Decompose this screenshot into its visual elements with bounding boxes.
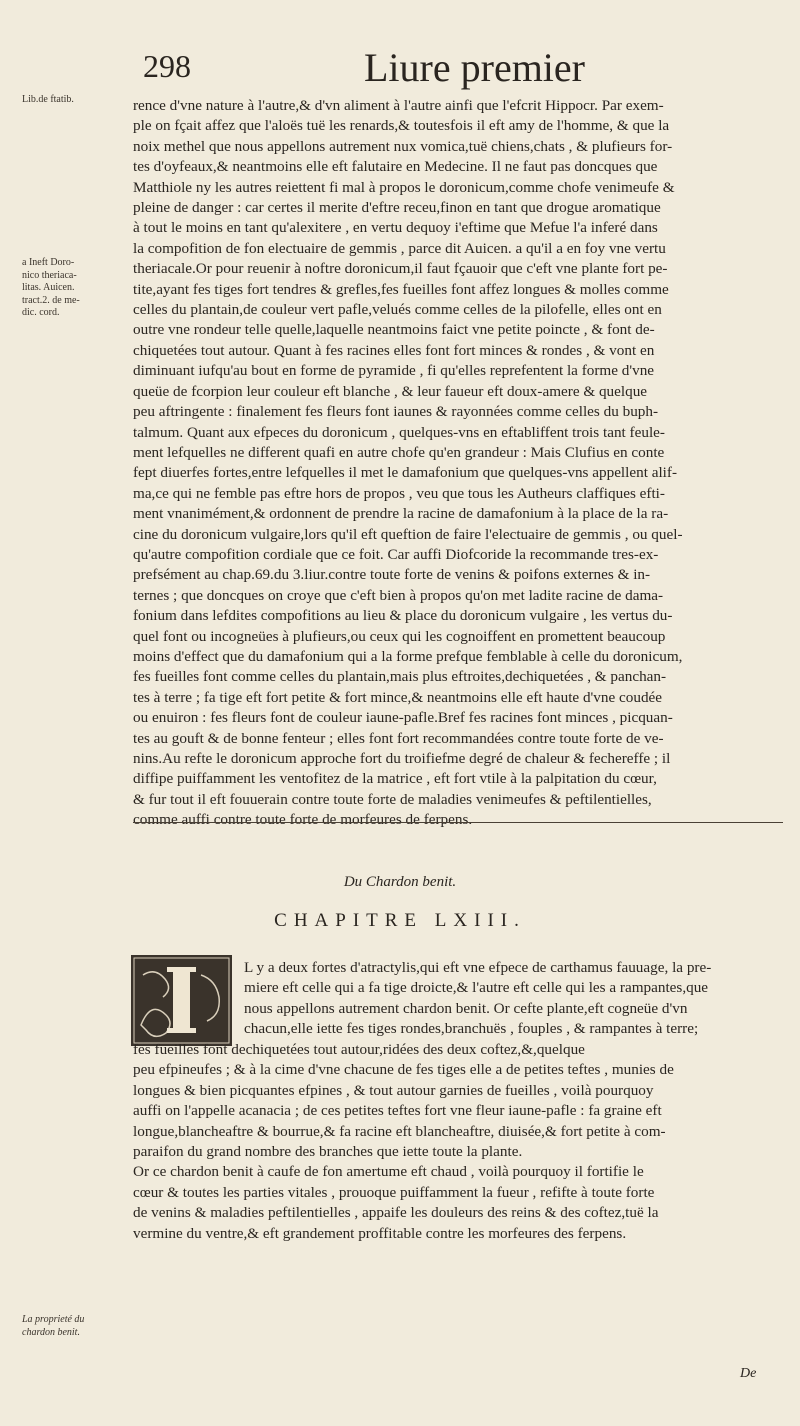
text-line: & fur tout il eft fouuerain contre toute forte de maladies venimeufes & peftilentielles, xyxy=(133,790,652,808)
text-line: la compofition de fon electuaire de gemmis , parce dit Auicen. a qu'il a en foy vne vertu xyxy=(133,239,666,257)
text-line: fes fueilles font dechiquetées tout autour,ridées des deux coftez,&,quelque xyxy=(133,1041,585,1058)
section-divider xyxy=(133,822,783,823)
chapter-text-indented xyxy=(244,958,772,1040)
catchword: De xyxy=(740,1366,757,1381)
text-line: longues & bien picquantes efpines , & tout autour garnies de fueilles , voilà pourquoy xyxy=(133,1081,654,1099)
text-line: fes fueilles font comme celles du plantain,mais plus eftroites,dechiquetées , & panchan- xyxy=(133,668,667,686)
margin-note-line: tract.2. de me- xyxy=(22,294,80,306)
text-line: quel font ou incogneües à plufieurs,ou ceux qui les cognoiffent en promettent beaucoup xyxy=(133,627,666,645)
text-line: peu aftringente : finalement fes fleurs font iaunes & rayonnées comme celles du buph- xyxy=(133,403,659,421)
text-line: fept diuerfes fortes,entre lefquelles il met le damafonium que quelques-vns appellent alif- xyxy=(133,464,678,482)
margin-note-1 xyxy=(22,94,122,107)
text-line: vermine du ventre,& eft grandement proffitable contre les morfeures des ferpens. xyxy=(133,1224,627,1242)
margin-note-line: La proprieté du xyxy=(22,1314,85,1325)
text-line: paraifon du grand nombre des branches que iette toute la plante. xyxy=(133,1143,523,1161)
text-line: nins.Au refte le doronicum approche fort du troifiefme degré de chaleur & fechereffe ; il xyxy=(133,750,671,767)
text-line: ment lefquelles ne different quafi en autre chofe qu'en grandeur : Mais Clufius en conte xyxy=(133,443,665,461)
text-line: ment vnanimément,& ordonnent de prendre la racine de damafonium à la place de la ra- xyxy=(133,505,669,523)
text-line: ma,ce qui ne femble pas eftre hors de propos , veu que tous les Autheurs claffiques efti- xyxy=(133,484,665,502)
text-line: à tout le moins en tant qu'alexitere , en vertu dequoy i'eftime que Mefue l'a inferé dans xyxy=(133,219,658,237)
text-line: comme auffi contre toute forte de morfeures de ferpens. xyxy=(133,811,473,829)
margin-note-line: nico theriaca- xyxy=(22,269,77,281)
text-line: talmum. Quant aux efpeces du doronicum , quelques-vns en eftabliffent trois tant feule- xyxy=(133,423,665,441)
text-line: outre vne rondeur telle quelle,laquelle neantmoins faict vne petite poincte , & font de- xyxy=(133,321,655,339)
section-subtitle: Du Chardon benit. xyxy=(343,874,457,890)
body-text-upper xyxy=(133,96,773,831)
text-line: queüe de fcorpion leur couleur eft blanche , & leur faueur eft doux-amere & quelque xyxy=(133,382,648,400)
chapter-text xyxy=(133,1040,773,1244)
text-line: ternes ; que doncques on croye que c'eft bien à propos qu'on met ladite racine de dama- xyxy=(133,586,664,604)
text-line: ou enuiron : fes fleurs font de couleur iaune-pafle.Bref fes racines font minces , picquan- xyxy=(133,709,673,727)
dropcap-ornament-icon xyxy=(131,955,232,1046)
page-header xyxy=(0,45,800,98)
text-line: nous appellons autrement chardon benit. Or cefte plante,eft cogneüe d'vn xyxy=(244,999,688,1017)
text-line: de venins & maladies peftilentielles , appaife les douleurs des reins & des coftez,tuë la xyxy=(133,1204,659,1222)
margin-note-line: dic. cord. xyxy=(22,307,60,318)
chapter-heading: CHAPITRE LXIII. xyxy=(274,910,526,931)
text-line: ple on fçait affez que l'aloës tuë les renards,& toutesfois il eft amy de l'homme, & que la xyxy=(133,117,670,135)
text-line: qu'autre compofition cordiale que ce foit. Car auffi Diofcoride la recommande tres-ex- xyxy=(133,545,659,563)
margin-note-2 xyxy=(22,257,122,320)
text-line: tes d'oyfeaux,& neantmoins elle eft falutaire en Medecine. Il ne faut pas doncques que xyxy=(133,158,658,176)
running-title: Liure premier xyxy=(364,45,585,90)
text-line: tes au gouft & de bonne fenteur ; elles font fort recommandées contre toute forte de ve- xyxy=(133,729,664,747)
text-line: prefsément au chap.69.du 3.liur.contre toute forte de venins & poifons externes & in- xyxy=(133,566,651,584)
text-line: Or ce chardon benit à caufe de fon amertume eft chaud , voilà pourquoy il fortifie le xyxy=(133,1163,644,1181)
text-line: auffi on l'appelle acanacia ; de ces petites teftes fort vne fleur iaune-pafle : fa graine eft xyxy=(133,1102,662,1120)
text-line: moins d'effect que du damafonium qui a la forme prefque femblable à celle du doronicum, xyxy=(133,647,683,665)
text-line: peu efpineufes ; & à la cime d'vne chacune de fes tiges elle a de petites teftes , munies de xyxy=(133,1061,674,1079)
text-line: pleine de danger : car certes il merite d'eftre receu,finon en tant que drogue aromatique xyxy=(133,199,661,217)
text-line: diminuant iufqu'au bout en forme de pyramide , fi qu'elles reprefentent la forme d'vne xyxy=(133,362,655,380)
ornamental-dropcap xyxy=(131,955,232,1046)
text-line: diffipe puiffamment les ventofitez de la matrice , eft fort vtile à la palpitation du cœur, xyxy=(133,770,657,788)
margin-note-line: a Ineft Doro- xyxy=(22,257,75,268)
text-line: miere eft celle qui a fa tige droicte,& l'autre eft celle qui les a rampantes,que xyxy=(244,979,709,997)
text-line: Matthiole ny les autres reiettent fi mal à propos le doronicum,comme chofe venimeufe & xyxy=(133,178,675,196)
text-line: cœur & toutes les parties vitales , prouoque puiffamment la fueur , refifte à toute forte xyxy=(133,1183,655,1201)
text-line: cine du doronicum vulgaire,lors qu'il eft queftion de faire l'electuaire de gemmis , ou quel- xyxy=(133,525,683,543)
text-line: rence d'vne nature à l'autre,& d'vn aliment à l'autre ainfi que l'efcrit Hippocr. Par exem- xyxy=(133,97,664,114)
text-line: chacun,elle iette fes tiges rondes,branchuës , fouples , & rampantes à terre; xyxy=(244,1020,699,1038)
text-line: theriacale.Or pour reuenir à noftre doronicum,il faut fçauoir que c'eft vne plante fort pe- xyxy=(133,260,668,278)
margin-note-line: Lib.de ftatib. xyxy=(22,94,74,105)
text-line: chiquetées tout autour. Quant à fes racines elles font fort minces & rondes , & vont en xyxy=(133,341,655,359)
text-line: tes à terre ; fa tige eft fort petite & fort mince,& neantmoins elle eft haute d'vne coudée xyxy=(133,688,663,706)
text-line: longue,blancheaftre & bourrue,& fa racine eft blancheaftre, diuisée,& fort petite à com- xyxy=(133,1122,666,1140)
margin-note-line: chardon benit. xyxy=(22,1326,80,1338)
text-line: L y a deux fortes d'atractylis,qui eft vne efpece de carthamus fauuage, la pre- xyxy=(244,959,712,976)
text-line: noix methel que nous appellons autrement nux vomica,tuë chiens,chats , & plufieurs for- xyxy=(133,137,673,155)
text-line: celles du plantain,de couleur vert pafle,velués comme celles de la pilofelle, elles ont en xyxy=(133,301,662,319)
text-line: fonium dans lefdites compofitions au lieu & place du doronicum vulgaire , les vertus du- xyxy=(133,607,673,625)
text-line: tite,ayant fes tiges fort tendres & grefles,fes fueilles font affez longues & molles comme xyxy=(133,280,669,298)
margin-note-line: litas. Auicen. xyxy=(22,282,75,293)
page-number: 298 xyxy=(143,48,191,84)
margin-note-3 xyxy=(22,1314,122,1339)
